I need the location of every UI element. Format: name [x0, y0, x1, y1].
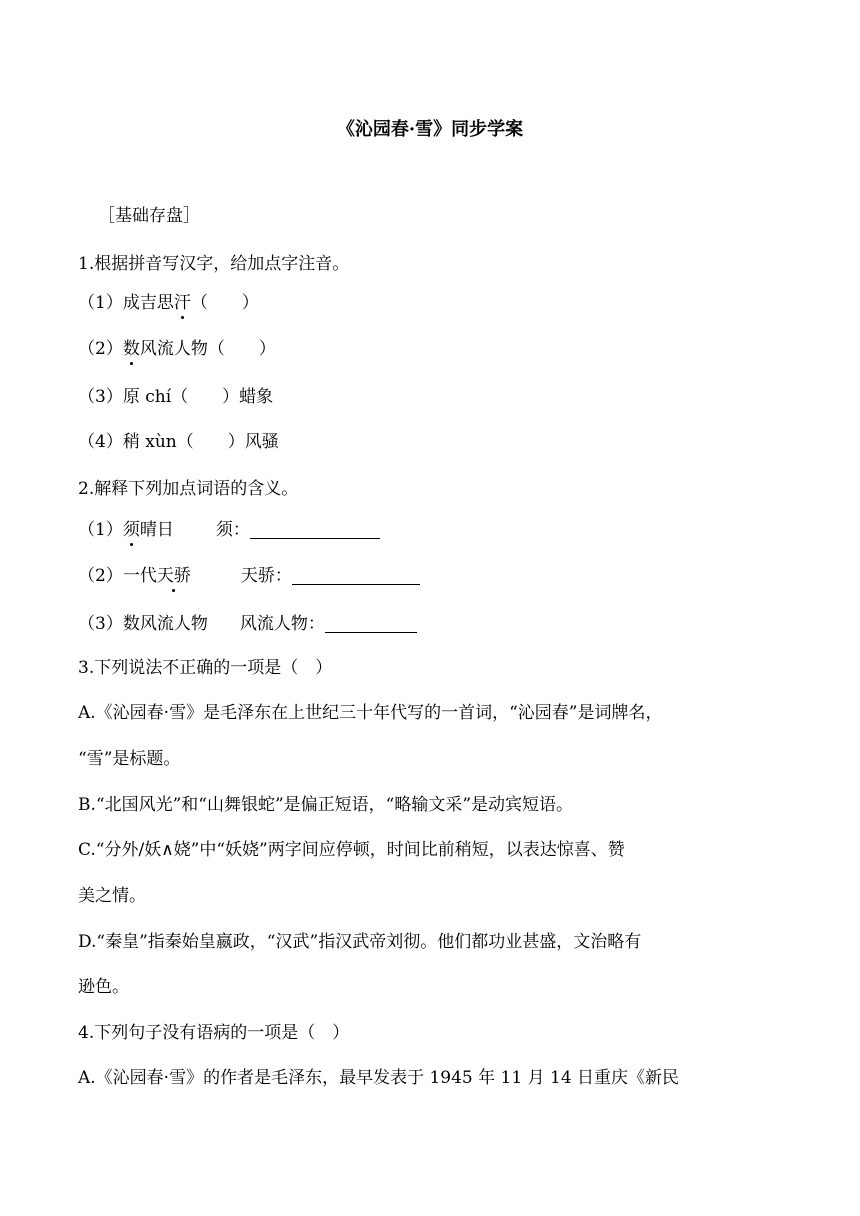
item-text: 风流人物（ ） — [139, 339, 276, 359]
answer-label: 风流人物： — [239, 614, 325, 634]
item-number: （3） — [78, 387, 123, 407]
page-title: 《沁园春·雪》同步学案 — [336, 119, 524, 140]
dotted-word: 须 — [122, 520, 140, 540]
q3-option-d-line1: D.“秦皇”指秦始皇嬴政，“汉武”指汉武帝刘彻。他们都功业甚盛，文治略有 — [78, 932, 642, 952]
q3-option-a-line1: A.《沁园春·雪》是毛泽东在上世纪三十年代写的一首词，“沁园春”是词牌名， — [78, 703, 663, 723]
dotted-char: 汗 — [173, 293, 191, 313]
answer-label: 须： — [215, 520, 250, 540]
q1-item-3 — [78, 386, 273, 408]
item-number: （3） — [78, 614, 123, 634]
answer-line[interactable] — [325, 615, 417, 633]
q2-item-1 — [78, 519, 380, 541]
answer-blank: （ ） — [190, 293, 259, 313]
item-number: （4） — [78, 432, 123, 452]
q3-stem: 3.下列说法不正确的一项是（ ） — [78, 658, 333, 678]
item-number: （1） — [78, 520, 123, 540]
q2-stem: 2.解释下列加点词语的含义。 — [78, 479, 299, 499]
q2-item-3 — [78, 613, 417, 635]
dotted-word: 天骄 — [156, 566, 191, 586]
q2-item-2 — [78, 565, 420, 587]
q3-option-a-line2: “雪”是标题。 — [78, 749, 181, 769]
q1-stem: 1.根据拼音写汉字，给加点字注音。 — [78, 254, 350, 274]
section-heading: ［基础存盘］ — [98, 206, 200, 226]
item-number: （2） — [78, 566, 123, 586]
item-text: 成吉思 — [122, 293, 174, 313]
item-text: 稍 xùn（ ）风骚 — [122, 432, 279, 452]
q3-option-b: B.“北国风光”和“山舞银蛇”是偏正短语，“略输文采”是动宾短语。 — [78, 795, 574, 815]
item-number: （2） — [78, 339, 123, 359]
q4-option-a-line1: A.《沁园春·雪》的作者是毛泽东，最早发表于 1945 年 11 月 14 日重庆《新民 — [78, 1068, 680, 1088]
q1-item-4 — [78, 431, 279, 453]
dotted-char: 数 — [122, 339, 140, 359]
q1-item-2 — [78, 338, 276, 360]
q1-item-1 — [78, 292, 259, 314]
item-text: 一代 — [122, 566, 157, 586]
q3-option-d-line2: 逊色。 — [78, 977, 129, 997]
answer-line[interactable] — [292, 567, 420, 585]
q3-option-c-line1: C.“分外/妖∧娆”中“妖娆”两字间应停顿，时间比前稍短，以表达惊喜、赞 — [78, 840, 625, 860]
item-text: 数风流人物 — [122, 614, 208, 634]
item-text: 晴日 — [139, 520, 174, 540]
answer-label: 天骄： — [240, 566, 292, 586]
q3-option-c-line2: 美之情。 — [78, 886, 146, 906]
item-text: 原 chí（ ）蜡象 — [122, 387, 274, 407]
answer-line[interactable] — [250, 521, 380, 539]
q4-stem: 4.下列句子没有语病的一项是（ ） — [78, 1023, 350, 1043]
item-number: （1） — [78, 293, 123, 313]
